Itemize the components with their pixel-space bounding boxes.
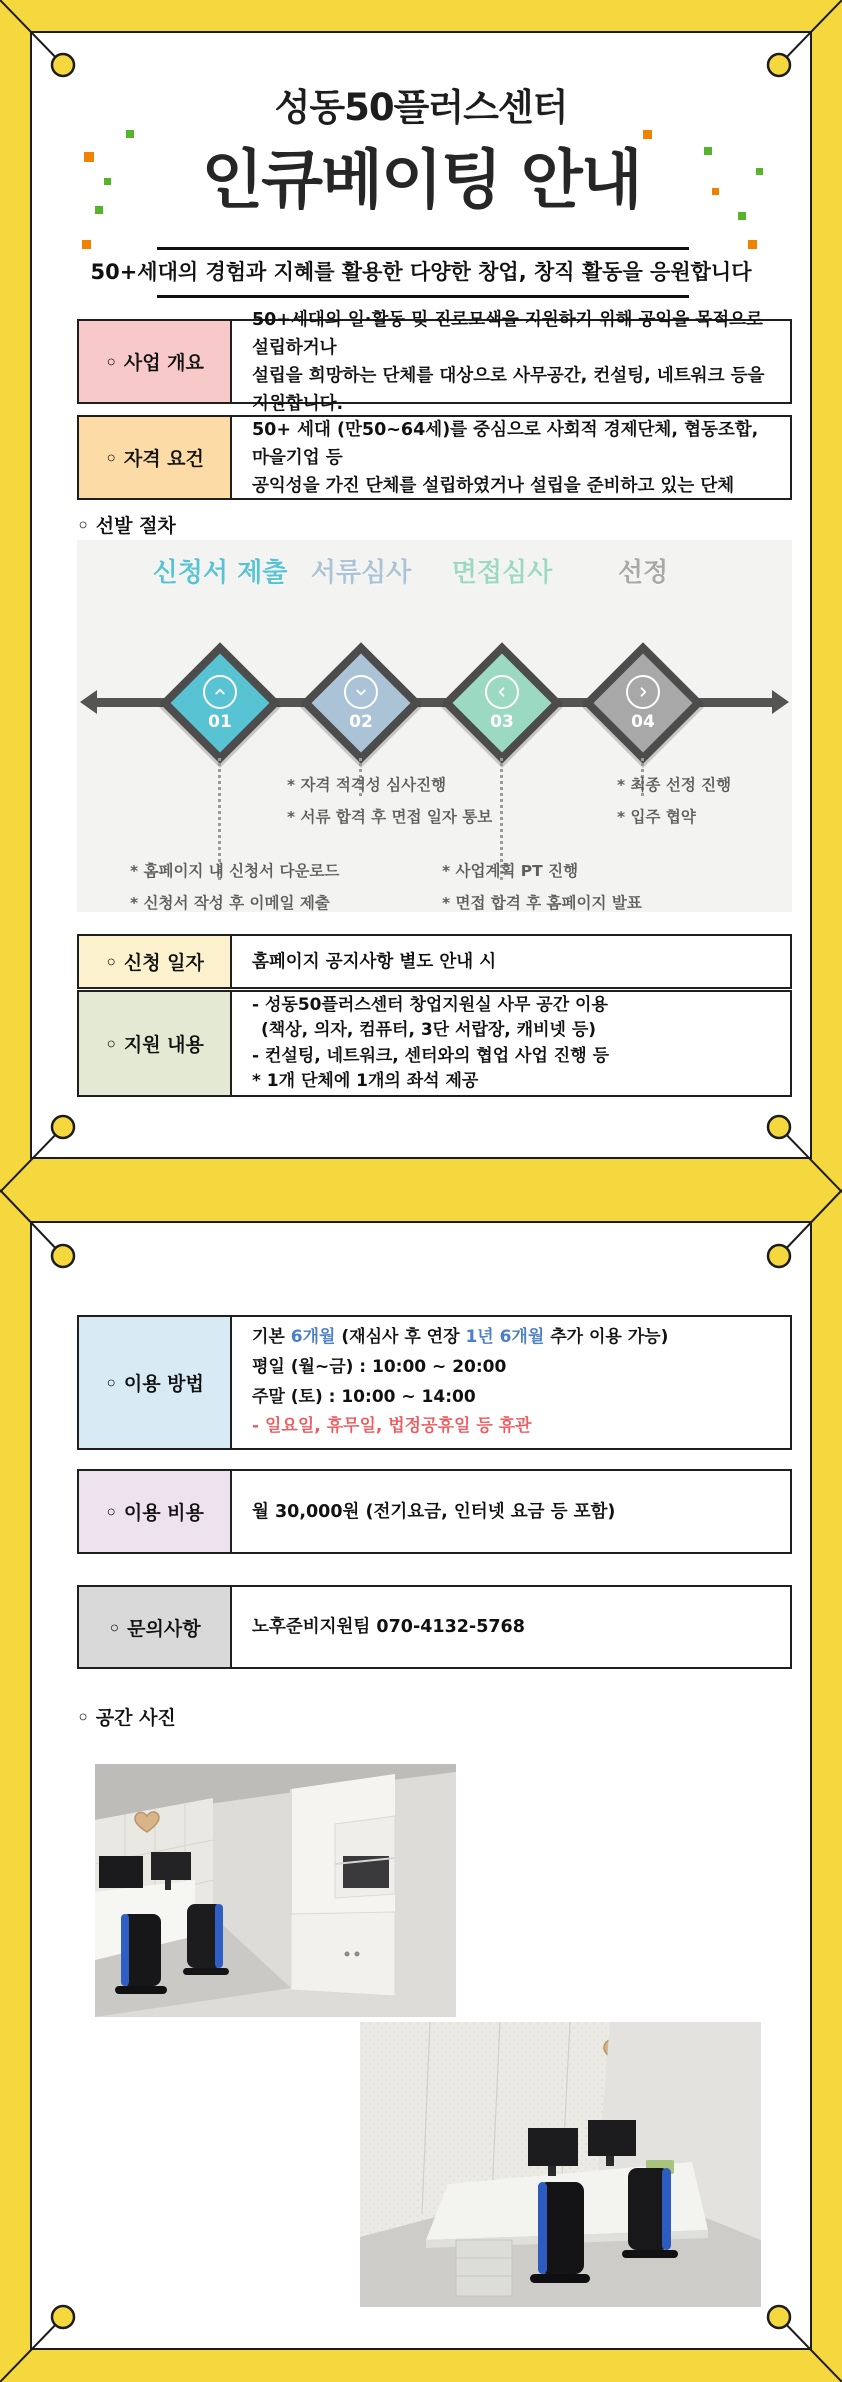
subtitle: 50+세대의 경험과 지혜를 활용한 다양한 창업, 창직 활동을 응원합니다: [90, 260, 752, 284]
step-3-notes: [442, 856, 642, 920]
step-number: 02: [349, 711, 373, 732]
photos-heading: ◦ 공간 사진: [77, 1707, 176, 1729]
table-row-contact: [77, 1585, 792, 1669]
row-content: [232, 1587, 790, 1667]
confetti-square: [704, 147, 712, 155]
step-label: 신청서 제출: [152, 558, 288, 588]
content-line: 평일 (월~금) : 10:00 ~ 20:00: [252, 1356, 507, 1377]
row-label: ◦ 사업 개요: [79, 321, 232, 402]
row-content: [232, 936, 790, 987]
confetti-square: [95, 206, 103, 214]
row-label: ◦ 신청 일자: [79, 936, 232, 987]
table-row-apply-date: [77, 934, 792, 989]
note-line: * 자격 적격성 심사진행: [287, 776, 447, 794]
confetti-square: [643, 130, 652, 139]
note-line: * 사업계획 PT 진행: [442, 862, 579, 880]
divider-line: [157, 295, 689, 298]
table-row-business-overview: [77, 309, 792, 414]
content-line: 홈페이지 공지사항 별도 안내 시: [252, 951, 497, 972]
content-line: * 1개 단체에 1개의 좌석 제공: [252, 1071, 479, 1091]
step-diamond-3: [441, 642, 563, 764]
step-4-notes: [617, 770, 731, 834]
content-line: 월 30,000원 (전기요금, 인터넷 요금 등 포함): [252, 1501, 616, 1522]
step-label: 면접심사: [451, 558, 553, 588]
row-content: [232, 1317, 790, 1448]
closed-days-note: - 일요일, 휴무일, 법정공휴일 등 휴관: [252, 1416, 532, 1437]
row-content: [232, 309, 790, 414]
confetti-square: [756, 168, 763, 175]
office-room-photo-1: [95, 1764, 456, 2017]
confetti-square: [104, 178, 111, 185]
arrow-right-icon: [772, 690, 789, 714]
chevron-down-icon: [344, 675, 378, 709]
row-content: [232, 992, 790, 1095]
top-poster-panel: [30, 31, 812, 1159]
org-title: 성동50플러스센터: [274, 86, 568, 129]
text-part: 기본: [252, 1327, 291, 1347]
step-diamond-2: [300, 642, 422, 764]
step-label: 서류심사: [310, 558, 412, 588]
step-1-notes: [130, 856, 339, 920]
chevron-left-icon: [485, 675, 519, 709]
step-diamond-4: [582, 642, 704, 764]
chevron-right-icon: [626, 675, 660, 709]
content-line: (책상, 의자, 컴퓨터, 3단 서랍장, 캐비넷 등): [261, 1020, 597, 1040]
content-line: 50+ 세대 (만50~64세)를 중심으로 사회적 경제단체, 협동조합, 마을기업 등: [252, 419, 759, 468]
contact-phone: 노후준비지원팀 070-4132-5768: [252, 1617, 525, 1637]
content-line: 50+세대의 일·활동 및 진로모색을 지원하기 위해 공익을 목적으로 설립하거나: [252, 309, 763, 358]
text-part: (재심사 후 연장: [335, 1327, 466, 1347]
row-label: ◦ 자격 요건: [79, 417, 232, 498]
highlight-text: 6개월: [290, 1327, 336, 1347]
row-content: [232, 1471, 790, 1552]
table-row-cost: [77, 1469, 792, 1554]
office-room-photo-2: [360, 2022, 761, 2307]
highlight-text: 1년 6개월: [465, 1327, 545, 1347]
content-line: 설립을 희망하는 단체를 대상으로 사무공간, 컨설팅, 네트워크 등을 지원합니다.: [252, 365, 765, 414]
note-line: * 최종 선정 진행: [617, 776, 732, 794]
confetti-square: [712, 188, 719, 195]
table-row-eligibility: [77, 415, 792, 500]
bottom-poster-panel: [30, 1221, 812, 2350]
text-part: 추가 이용 가능): [544, 1327, 669, 1347]
note-line: * 홈페이지 내 신청서 다운로드: [130, 862, 340, 880]
step-number: 03: [490, 711, 514, 732]
row-label: ◦ 이용 방법: [79, 1317, 232, 1448]
table-row-usage: [77, 1315, 792, 1450]
chevron-up-icon: [203, 675, 237, 709]
row-label: ◦ 이용 비용: [79, 1471, 232, 1552]
note-line: * 신청서 작성 후 이메일 제출: [130, 893, 330, 912]
step-2-notes: [287, 770, 492, 834]
row-content: [232, 417, 790, 498]
content-line: 공익성을 가진 단체를 설립하였거나 설립을 준비하고 있는 단체: [252, 475, 735, 496]
page-title: 인큐베이팅 안내: [201, 144, 641, 218]
step-number: 04: [631, 711, 655, 732]
confetti-square: [126, 130, 134, 138]
selection-process-diagram: [77, 540, 792, 912]
confetti-square: [84, 152, 94, 162]
content-line: 주말 (토) : 10:00 ~ 14:00: [252, 1386, 476, 1407]
content-line: - 컨설팅, 네트워크, 센터와의 협업 사업 진행 등: [252, 1045, 609, 1066]
selection-process-heading: ◦ 선발 절차: [77, 515, 176, 537]
step-diamond-1: [159, 642, 281, 764]
table-row-support-details: [77, 990, 792, 1097]
step-label: 선정: [617, 558, 669, 588]
content-line: - 성동50플러스센터 창업지원실 사무 공간 이용: [252, 994, 608, 1015]
confetti-square: [748, 240, 757, 249]
divider-line: [157, 247, 689, 250]
content-line: [252, 1323, 776, 1353]
row-label: ◦ 문의사항: [79, 1587, 232, 1667]
note-line: * 입주 협약: [617, 807, 696, 826]
note-line: * 서류 합격 후 면접 일자 통보: [287, 807, 493, 826]
row-label: ◦ 지원 내용: [79, 992, 232, 1095]
step-number: 01: [208, 711, 232, 732]
confetti-square: [738, 212, 746, 220]
note-line: * 면접 합격 후 홈페이지 발표: [442, 893, 642, 912]
arrow-left-icon: [80, 690, 97, 714]
confetti-square: [82, 240, 91, 249]
